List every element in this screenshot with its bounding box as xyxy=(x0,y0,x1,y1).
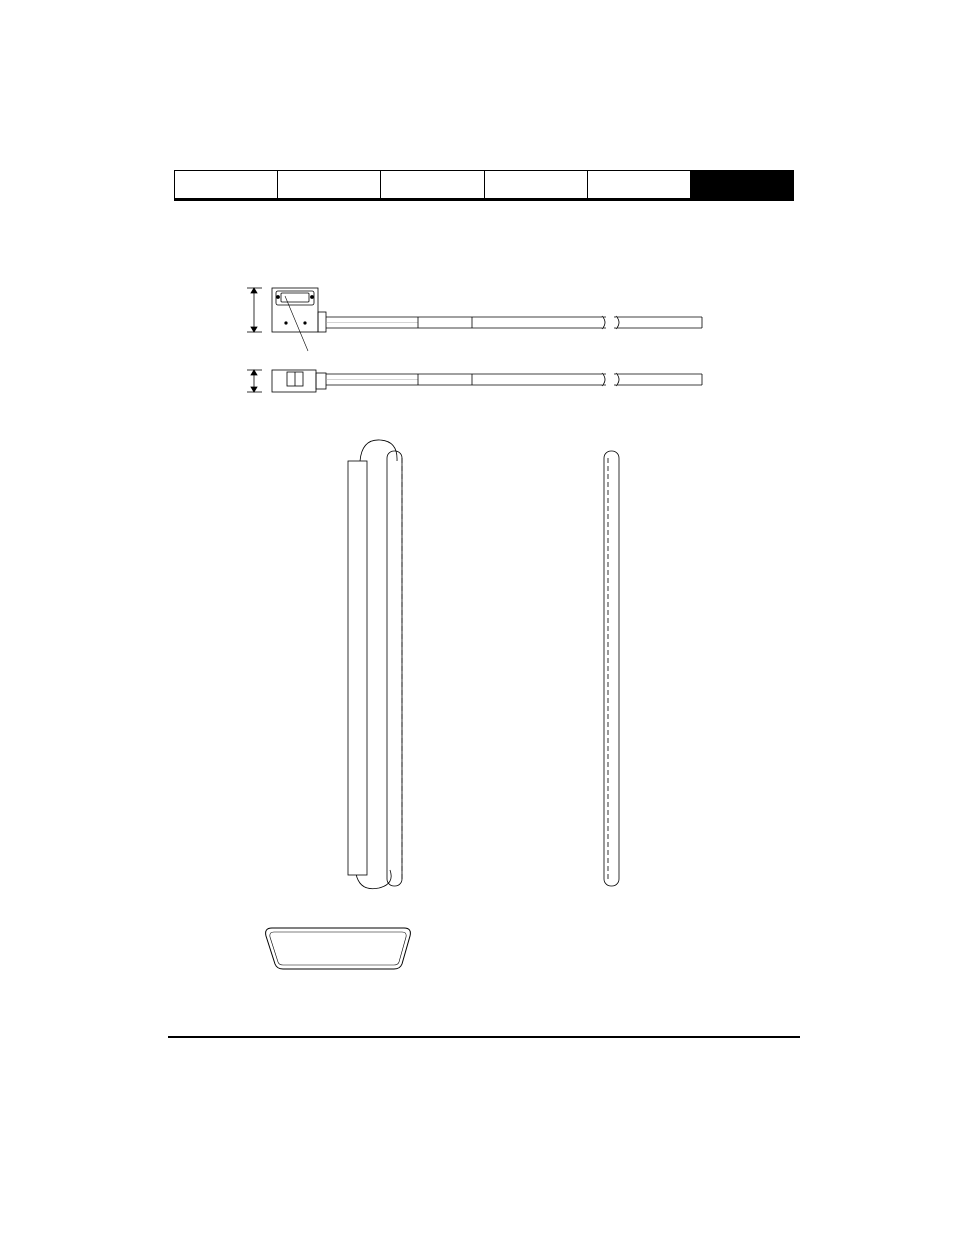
wiring-diagram xyxy=(348,440,619,889)
connector-top-view xyxy=(247,288,702,351)
db26-pin-face xyxy=(266,928,411,969)
connector-side-view xyxy=(247,370,702,392)
footer-rule xyxy=(168,1036,800,1038)
